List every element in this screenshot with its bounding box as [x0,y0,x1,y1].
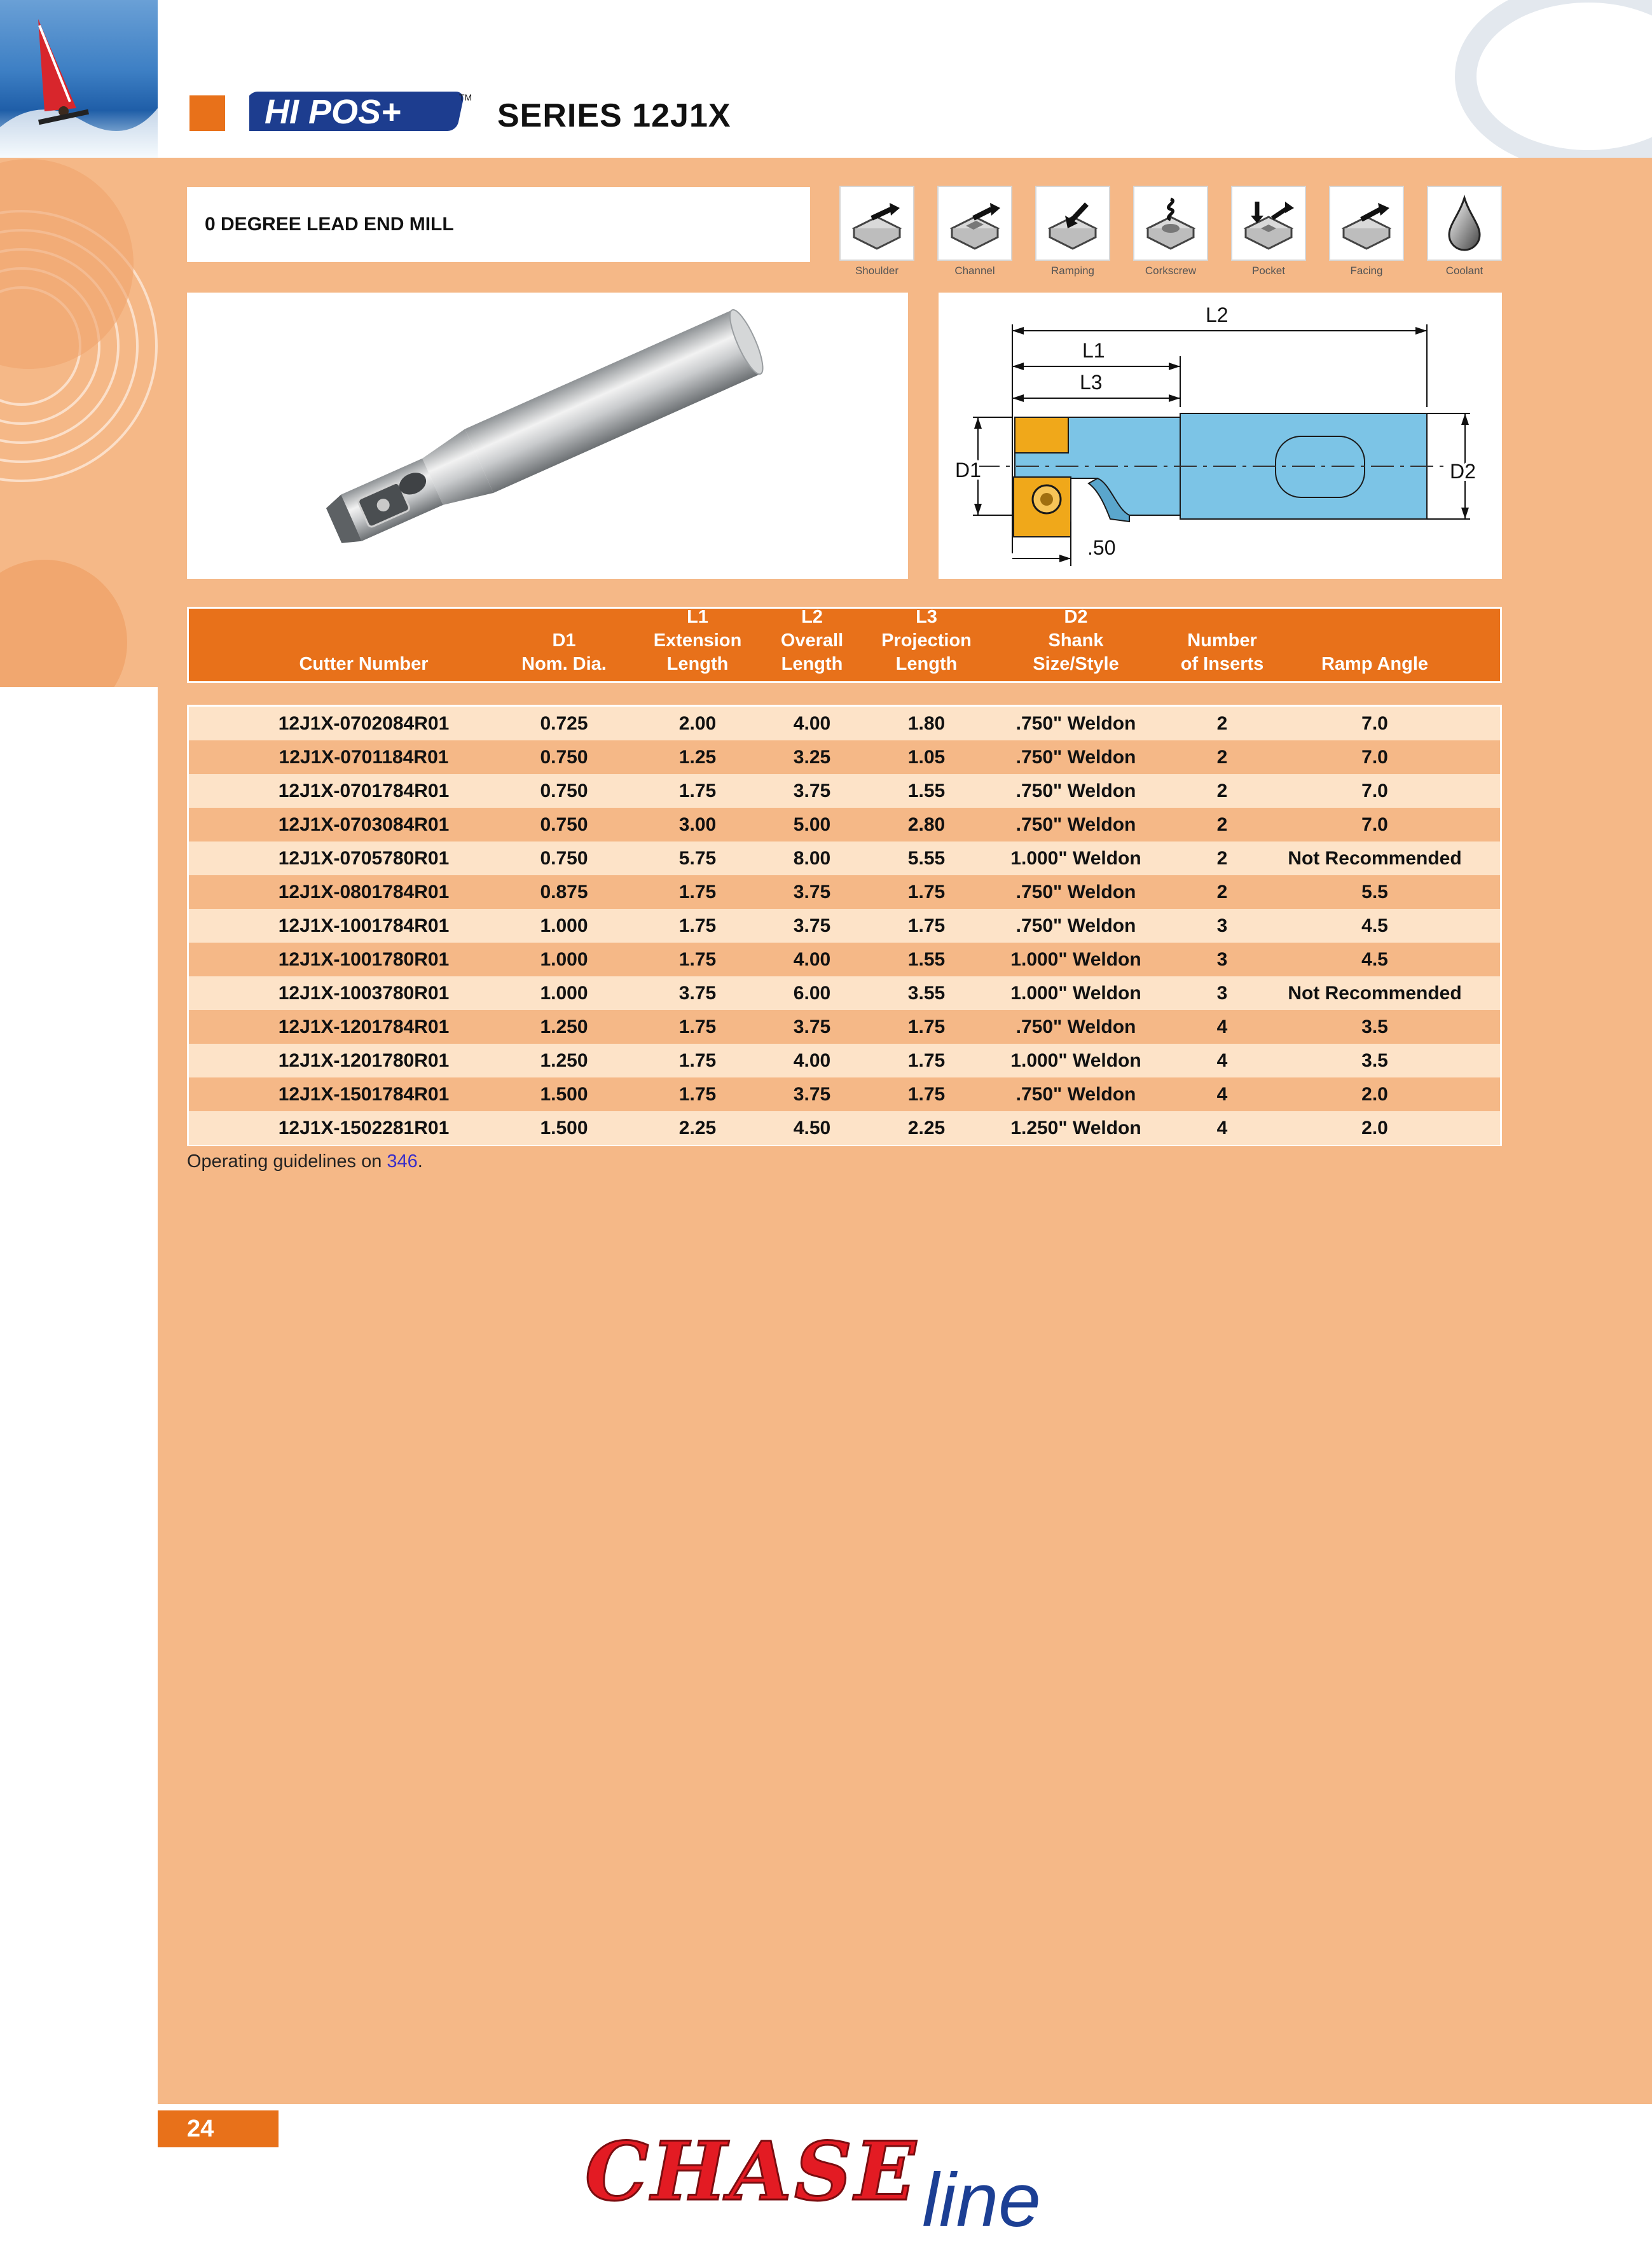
cell-d1: 0.725 [540,713,588,734]
cell-ramp-angle: 7.0 [1361,747,1388,768]
cell-l1: 2.25 [678,1118,717,1139]
cell-d1: 1.500 [540,1084,588,1105]
cell-l2: 3.75 [793,915,831,936]
cell-l2: 4.00 [793,949,831,970]
corkscrew-icon [1133,186,1208,261]
col-header-d2: D2 Shank Size/Style [1033,607,1119,674]
cell-d2: .750" Weldon [1015,713,1136,734]
cell-number-of-inserts: 4 [1216,1050,1228,1071]
cell-d1: 0.750 [540,814,588,835]
op-label: Shoulder [855,265,899,277]
cell-ramp-angle: 2.0 [1361,1118,1388,1139]
table-row [189,1044,1500,1077]
cell-l2: 5.00 [793,814,831,835]
cell-d1: 1.500 [540,1118,588,1139]
op-ramping [1035,186,1110,277]
cell-cutter-number: 12J1X-0703084R01 [278,814,450,835]
cell-l1: 1.75 [678,949,717,970]
cell-cutter-number: 12J1X-0701184R01 [279,747,449,768]
op-label: Corkscrew [1145,265,1197,277]
cell-l3: 1.05 [907,747,946,768]
cell-cutter-number: 12J1X-0701784R01 [278,780,450,801]
cell-l3: 1.55 [907,780,946,801]
cell-d1: 1.250 [540,1050,588,1071]
col-header-l1: L1 Extension Length [653,607,742,674]
op-label: Coolant [1445,265,1483,277]
cell-number-of-inserts: 2 [1216,747,1228,768]
op-label: Facing [1350,265,1383,277]
cell-cutter-number: 12J1X-1201780R01 [278,1050,450,1071]
header-decorative-circle [1455,0,1652,172]
brand-sub: line [922,2157,1041,2243]
pocket-icon [1231,186,1306,261]
windsurfer-photo [0,0,158,158]
cell-l3: 3.55 [907,983,946,1004]
dim-d2-label: D2 [1450,460,1476,483]
dim-l1-label: L1 [1082,339,1105,362]
cell-ramp-angle: 2.0 [1361,1084,1388,1105]
op-pocket [1231,186,1306,277]
svg-text:HI POS+: HI POS+ [265,93,401,131]
op-facing [1329,186,1404,277]
op-corkscrew [1133,186,1208,277]
cell-l2: 3.25 [793,747,831,768]
cell-d1: 0.875 [540,882,588,903]
table-row [189,943,1500,976]
shoulder-icon [839,186,914,261]
table-header [187,607,1502,683]
cell-d2: .750" Weldon [1015,882,1136,903]
cell-ramp-angle: Not Recommended [1288,848,1462,869]
cell-l3: 1.75 [907,1016,946,1037]
cell-cutter-number: 12J1X-0801784R01 [278,882,450,903]
cell-ramp-angle: 7.0 [1361,780,1388,801]
table-row [189,707,1500,740]
dimension-diagram [939,293,1502,579]
cell-d1: 1.000 [540,983,588,1004]
cell-l1: 1.75 [678,1016,717,1037]
cell-l2: 3.75 [793,1084,831,1105]
table-row [189,875,1500,909]
op-coolant [1427,186,1502,277]
col-header-number-of-inserts: Number of Inserts [1180,630,1264,674]
table-row [189,909,1500,943]
table-row [189,808,1500,842]
op-label: Channel [954,265,995,277]
channel-icon [937,186,1012,261]
cell-l3: 2.80 [907,814,946,835]
cell-d2: 1.000" Weldon [1010,1050,1141,1071]
cell-l3: 5.55 [907,848,946,869]
col-header-l3: L3 Projection Length [881,607,972,674]
cell-l1: 1.75 [678,1050,717,1071]
cell-l1: 1.25 [678,747,717,768]
cell-d2: 1.000" Weldon [1010,848,1141,869]
cell-l2: 8.00 [793,848,831,869]
cell-ramp-angle: 4.5 [1361,915,1388,936]
table-row [189,1077,1500,1111]
cell-number-of-inserts: 2 [1216,713,1228,734]
series-title: SERIES 12J1X [497,97,731,134]
brand-main: CHASE [585,2124,919,2219]
cell-d1: 0.750 [540,780,588,801]
cell-l3: 2.25 [907,1118,946,1139]
cell-l1: 1.75 [678,780,717,801]
op-shoulder [839,186,914,277]
product-photo-panel [187,293,908,579]
cell-l1: 5.75 [678,848,717,869]
page-number: 24 [158,2110,279,2147]
table-row [189,740,1500,774]
guideline-suffix: . [417,1151,423,1172]
op-channel [937,186,1012,277]
cell-d2: .750" Weldon [1015,1016,1136,1037]
cell-ramp-angle: 4.5 [1361,949,1388,970]
description-text: 0 DEGREE LEAD END MILL [205,214,454,235]
cell-l2: 6.00 [793,983,831,1004]
cell-cutter-number: 12J1X-0705780R01 [278,848,450,869]
cell-number-of-inserts: 2 [1216,848,1228,869]
cell-l2: 3.75 [793,882,831,903]
coolant-icon [1427,186,1502,261]
operation-icons [839,186,1502,281]
cell-d2: .750" Weldon [1015,747,1136,768]
cell-number-of-inserts: 2 [1216,780,1228,801]
col-header-l2: L2 Overall Length [780,607,844,674]
ramping-icon [1035,186,1110,261]
cell-l3: 1.75 [907,882,946,903]
cell-d1: 0.750 [540,848,588,869]
cell-number-of-inserts: 4 [1216,1118,1228,1139]
cell-l2: 4.00 [793,713,831,734]
cell-l3: 1.80 [907,713,946,734]
cell-d2: .750" Weldon [1015,814,1136,835]
cell-cutter-number: 12J1X-1201784R01 [278,1016,450,1037]
cell-l1: 1.75 [678,1084,717,1105]
cell-d2: .750" Weldon [1015,780,1136,801]
cell-ramp-angle: 5.5 [1361,882,1388,903]
dim-l2-label: L2 [1206,303,1229,326]
cell-d2: 1.250" Weldon [1010,1118,1141,1139]
cell-ramp-angle: 7.0 [1361,713,1388,734]
description-box [187,187,810,262]
table-row [189,976,1500,1010]
cell-l3: 1.75 [907,915,946,936]
cell-ramp-angle: Not Recommended [1288,983,1462,1004]
cell-l2: 4.00 [793,1050,831,1071]
table-row [189,1111,1500,1145]
cell-l2: 3.75 [793,780,831,801]
cell-l3: 1.55 [907,949,946,970]
col-header-ramp-angle: Ramp Angle [1321,654,1429,674]
cell-l1: 1.75 [678,882,717,903]
op-label: Ramping [1050,265,1095,277]
cell-number-of-inserts: 3 [1216,983,1228,1004]
hipos-logo [249,89,478,135]
cell-cutter-number: 12J1X-1001784R01 [278,915,450,936]
table-row [189,1010,1500,1044]
dim-l3-label: L3 [1080,371,1103,394]
cell-number-of-inserts: 4 [1216,1084,1228,1105]
cell-d2: .750" Weldon [1015,915,1136,936]
guideline-prefix: Operating guidelines on [187,1151,387,1172]
dim-d1-label: D1 [955,459,981,481]
cell-ramp-angle: 3.5 [1361,1050,1388,1071]
cell-number-of-inserts: 3 [1216,949,1228,970]
left-decorative-stripe [0,0,158,687]
svg-text:TM: TM [459,92,472,102]
cell-l1: 3.00 [678,814,717,835]
col-header-cutter-number: Cutter Number [299,654,429,674]
table-row [189,842,1500,875]
cell-l1: 3.75 [678,983,717,1004]
cell-ramp-angle: 7.0 [1361,814,1388,835]
cell-d2: 1.000" Weldon [1010,949,1141,970]
facing-icon [1329,186,1404,261]
top-insert-shape [1015,417,1068,453]
cell-number-of-inserts: 2 [1216,882,1228,903]
cell-cutter-number: 12J1X-0702084R01 [278,713,450,734]
cell-cutter-number: 12J1X-1001780R01 [278,949,450,970]
cell-l1: 1.75 [678,915,717,936]
cell-l3: 1.75 [907,1050,946,1071]
end-mill-photo [187,293,908,579]
cell-l2: 3.75 [793,1016,831,1037]
col-header-d1: D1 Nom. Dia. [521,630,607,674]
guideline-page-link[interactable]: 346 [387,1151,418,1172]
cell-l1: 2.00 [678,713,717,734]
cell-number-of-inserts: 2 [1216,814,1228,835]
cell-d1: 1.250 [540,1016,588,1037]
dim-50-label: .50 [1087,536,1116,559]
cell-d1: 0.750 [540,747,588,768]
table-row [189,774,1500,808]
cell-cutter-number: 12J1X-1003780R01 [278,983,450,1004]
table-body [187,705,1502,1146]
cell-d1: 1.000 [540,915,588,936]
cell-d2: .750" Weldon [1015,1084,1136,1105]
cell-d1: 1.000 [540,949,588,970]
cell-cutter-number: 12J1X-1501784R01 [278,1084,450,1105]
cell-d2: 1.000" Weldon [1010,983,1141,1004]
cell-cutter-number: 12J1X-1502281R01 [278,1118,450,1139]
cell-number-of-inserts: 4 [1216,1016,1228,1037]
cell-ramp-angle: 3.5 [1361,1016,1388,1037]
op-label: Pocket [1252,265,1285,277]
cell-number-of-inserts: 3 [1216,915,1228,936]
cell-l2: 4.50 [793,1118,831,1139]
chaseline-brand-logo [585,2110,1041,2243]
cell-l3: 1.75 [907,1084,946,1105]
header-accent-square [189,95,225,131]
operating-guidelines-note [187,1151,423,1172]
